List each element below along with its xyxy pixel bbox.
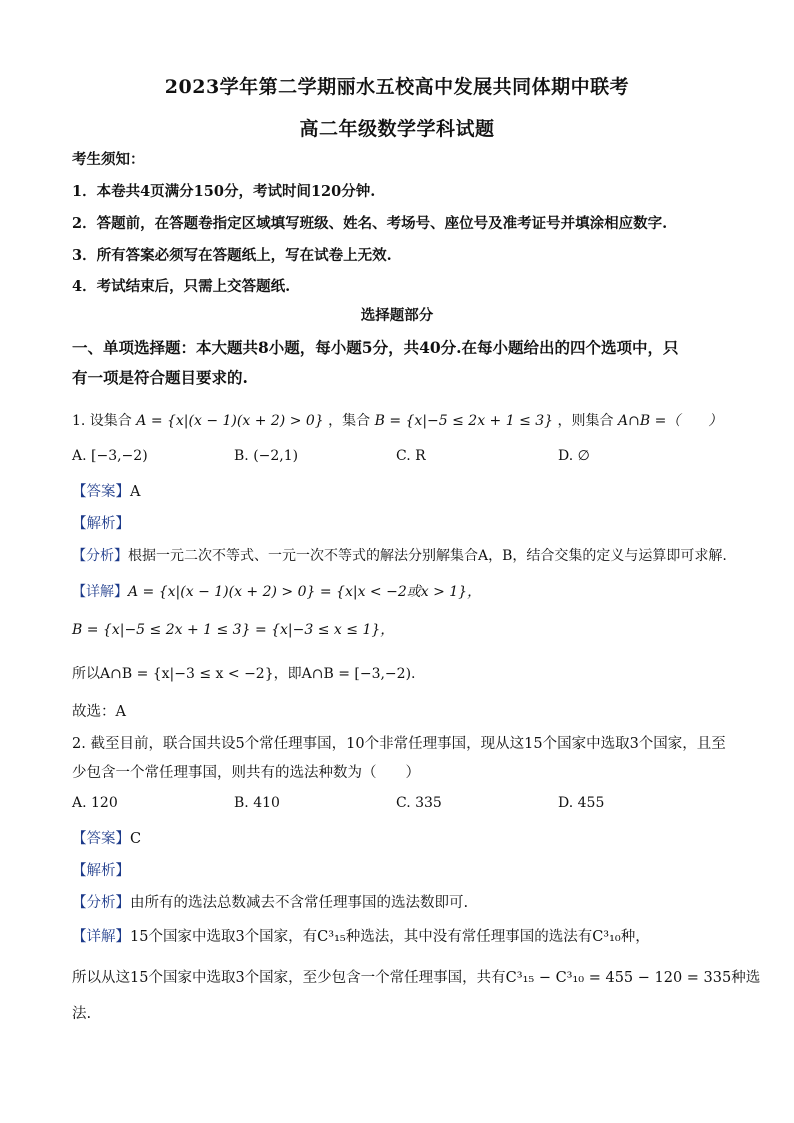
q2-fenxi — [72, 893, 754, 913]
q1-fenxi-text: 根据一元二次不等式、一元一次不等式的解法分别解集合A，B，结合交集的定义与运算即可求解. — [128, 548, 727, 564]
q1-option-d: D. ∅ — [558, 448, 590, 464]
q2-detail-tag: 【详解】 — [72, 929, 130, 945]
q1-option-a: A. [−3,−2) — [72, 448, 148, 464]
q1-option-b: B. (−2,1) — [234, 448, 299, 464]
q1-set-a: A = {x|(x − 1)(x + 2) > 0} — [136, 413, 324, 429]
q1-detail-1 — [72, 582, 754, 602]
q1-fenxi-tag: 【分析】 — [72, 548, 128, 564]
q1-suffix: ，则集合 — [557, 413, 614, 429]
q2-answer-tag: 【答案】 — [72, 831, 130, 847]
q2-option-c: C. 335 — [396, 795, 442, 811]
q2-detail-1 — [72, 927, 754, 947]
section-intro-line1: 一、单项选择题：本大题共8小题，每小题5分，共40分.在每小题给出的四个选项中，只 — [72, 338, 679, 357]
q1-conclusion: 故选：A — [72, 704, 126, 720]
notice-heading: 考生须知： — [72, 151, 145, 168]
q1-answer-value: A — [130, 484, 141, 500]
notice-item-2: 2．答题前，在答题卷指定区域填写班级、姓名、考场号、座位号及准考证号并填涂相应数字. — [72, 215, 668, 232]
q1-answer — [72, 482, 754, 502]
q1-prefix: 1. 设集合 — [72, 413, 132, 429]
q1-stem — [72, 411, 754, 431]
q1-answer-tag: 【答案】 — [72, 484, 130, 500]
q1-analysis-tag: 【解析】 — [72, 516, 130, 532]
q1-set-b: B = {x|−5 ≤ 2x + 1 ≤ 3} — [374, 413, 554, 429]
section-intro-line2: 有一项是符合题目要求的. — [72, 368, 248, 387]
q2-option-d: D. 455 — [558, 795, 605, 811]
q2-option-a: A. 120 — [72, 795, 118, 811]
notice-item-4: 4．考试结束后，只需上交答题纸. — [72, 278, 291, 295]
q2-answer — [72, 829, 754, 849]
q1-option-c: C. R — [396, 448, 426, 464]
q2-fenxi-tag: 【分析】 — [72, 895, 130, 911]
q2-answer-value: C — [130, 831, 142, 847]
q1-detail-2: B = {x|−5 ≤ 2x + 1 ≤ 3} = {x|−3 ≤ x ≤ 1}， — [72, 622, 395, 638]
q1-detail-1-text: A = {x|(x − 1)(x + 2) > 0} = {x|x < −2或x > 1}， — [128, 584, 482, 600]
section-name: 选择题部分 — [360, 307, 434, 324]
q2-detail-1-text: 15个国家中选取3个国家，有C³₁₅种选法，其中没有常任理事国的选法有C³₁₀种， — [130, 929, 650, 945]
q2-detail-2: 所以从这15个国家中选取3个国家，至少包含一个常任理事国，共有C³₁₅ − C³₁₀ = 455 − 120 = 335种选 — [72, 970, 761, 986]
q1-mid: ，集合 — [328, 413, 371, 429]
notice-item-3: 3．所有答案必须写在答题纸上，写在试卷上无效. — [72, 247, 392, 264]
q2-stem-line2: 少包含一个常任理事国，则共有的选法种数为（ ） — [72, 765, 420, 781]
q2-detail-3: 法. — [72, 1006, 92, 1022]
exam-title: 2023学年第二学期丽水五校高中发展共同体期中联考 — [164, 76, 630, 98]
q2-fenxi-text: 由所有的选法总数减去不含常任理事国的选法数即可. — [130, 895, 469, 911]
q1-ask: A∩B =（ ） — [618, 413, 723, 429]
notice-item-1: 1．本卷共4页满分150分，考试时间120分钟. — [72, 183, 376, 200]
exam-subtitle: 高二年级数学学科试题 — [299, 118, 495, 140]
q1-detail-3: 所以A∩B = {x|−3 ≤ x < −2}，即A∩B = [−3,−2). — [72, 666, 416, 682]
q2-stem-line1: 2. 截至目前，联合国共设5个常任理事国，10个非常任理事国，现从这15个国家中选取3个国家，且至 — [72, 736, 726, 752]
q2-option-b: B. 410 — [234, 795, 280, 811]
q1-fenxi — [72, 546, 754, 566]
q2-analysis-tag: 【解析】 — [72, 863, 130, 879]
q1-detail-tag: 【详解】 — [72, 584, 128, 600]
